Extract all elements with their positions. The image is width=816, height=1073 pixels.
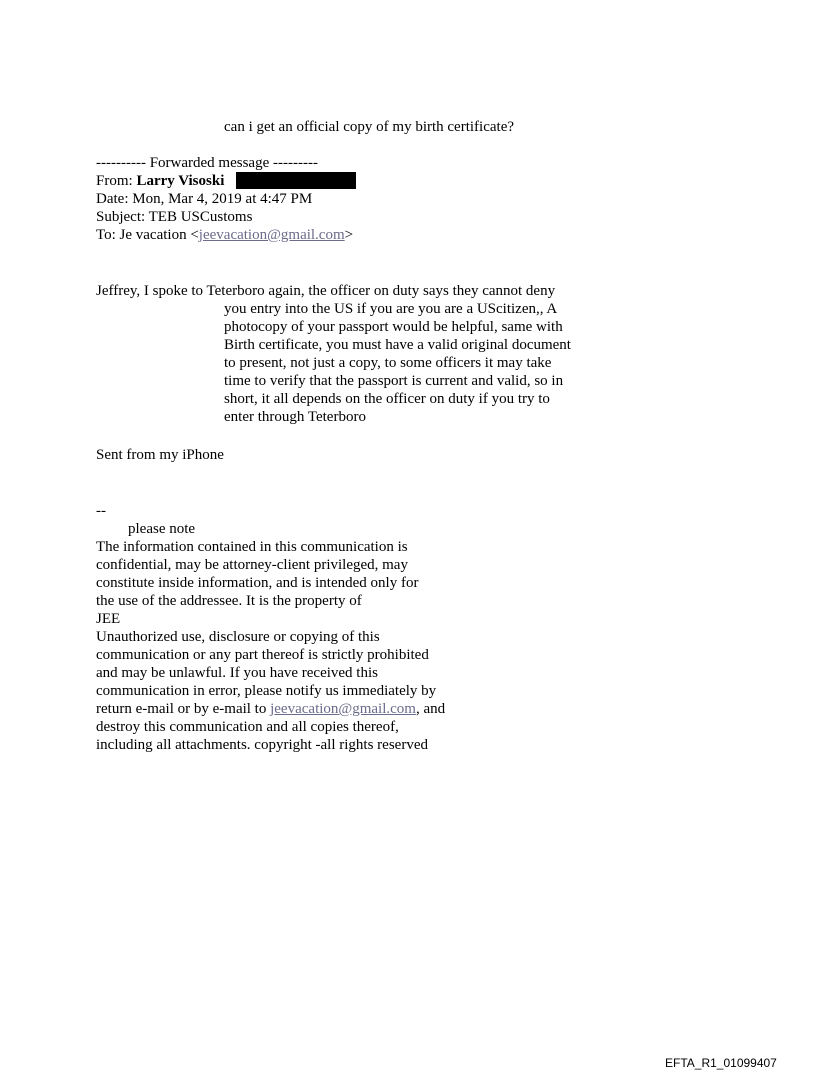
signature-dashes: -- — [96, 503, 106, 519]
message-line: Jeffrey, I spoke to Teterboro again, the officer on duty says they cannot deny — [96, 283, 556, 299]
disclaimer-line: including all attachments. copyright -all rights reserved — [96, 737, 428, 753]
message-line: to present, not just a copy, to some officers it may take — [224, 355, 552, 371]
disclaimer-line: communication in error, please notify us immediately by — [96, 683, 437, 699]
message-line: Birth certificate, you must have a valid original document — [224, 337, 571, 353]
to-line — [96, 226, 353, 245]
message-line: time to verify that the passport is current and valid, so in — [224, 373, 564, 389]
message-line: enter through Teterboro — [224, 409, 366, 425]
to-email-link[interactable]: jeevacation@gmail.com — [198, 227, 345, 243]
document-id: EFTA_R1_01099407 — [665, 1056, 777, 1070]
to-suffix: > — [344, 227, 354, 243]
date-line: Date: Mon, Mar 4, 2019 at 4:47 PM — [96, 191, 313, 207]
disclaimer-line: confidential, may be attorney-client privileged, may — [96, 557, 408, 573]
message-line: you entry into the US if you are you are a UScitizen,, A — [224, 301, 558, 317]
subject-line: Subject: TEB USCustoms — [96, 209, 253, 225]
disclaimer-line: Unauthorized use, disclosure or copying of this — [96, 629, 380, 645]
from-label: From: — [96, 173, 133, 189]
disclaimer-line: destroy this communication and all copies thereof, — [96, 719, 399, 735]
disclaimer-line: and may be unlawful. If you have received this — [96, 665, 378, 681]
disclaimer-line: JEE — [96, 611, 121, 627]
from-line — [96, 172, 224, 191]
message-line: photocopy of your passport would be helpful, same with — [224, 319, 563, 335]
disclaimer-heading: please note — [128, 521, 196, 537]
forwarded-divider: ---------- Forwarded message --------- — [96, 155, 318, 171]
redaction-box — [236, 172, 356, 189]
from-name: Larry Visoski — [136, 173, 225, 189]
disclaimer-email-line — [96, 700, 445, 719]
disclaimer-line: constitute inside information, and is intended only for — [96, 575, 419, 591]
sent-from-signature: Sent from my iPhone — [96, 447, 224, 463]
disclaimer-email-suffix: , and — [415, 701, 446, 717]
disclaimer-line: the use of the addressee. It is the property of — [96, 593, 362, 609]
message-line: short, it all depends on the officer on duty if you try to — [224, 391, 550, 407]
to-prefix: To: Je vacation < — [96, 227, 199, 243]
reply-text: can i get an official copy of my birth certificate? — [224, 119, 515, 135]
disclaimer-email-prefix: return e-mail or by e-mail to — [96, 701, 271, 717]
disclaimer-line: The information contained in this communication is — [96, 539, 408, 555]
disclaimer-email-link[interactable]: jeevacation@gmail.com — [270, 701, 416, 717]
disclaimer-line: communication or any part thereof is strictly prohibited — [96, 647, 429, 663]
